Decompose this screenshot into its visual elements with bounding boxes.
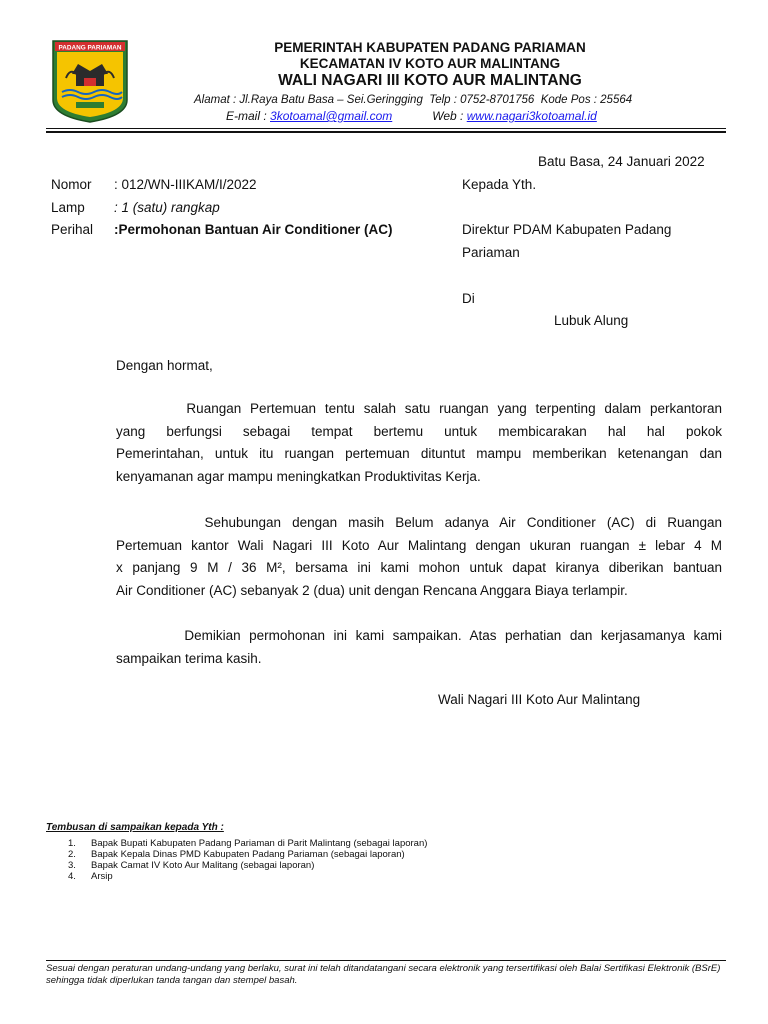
header-district: KECAMATAN IV KOTO AUR MALINTANG xyxy=(299,56,561,71)
paragraph-1-line: kenyamanan agar mampu meningkatkan Produktivitas Kerja. xyxy=(116,468,481,484)
header-office: WALI NAGARI III KOTO AUR MALINTANG xyxy=(278,72,582,89)
recipient-line-2: Pariaman xyxy=(462,245,520,260)
paragraph-3 xyxy=(116,625,722,670)
greeting: Dengan hormat, xyxy=(116,358,213,373)
paragraph-1-line: Ruangan Pertemuan tentu salah satu ruangan yang terpenting dalam perkantoran xyxy=(116,401,722,416)
paragraph-2-line: Pertemuan kantor Wali Nagari III Koto Aur Malintang dengan ukuran ruangan ± lebar 4 M xyxy=(116,537,722,553)
recipient-line-1: Direktur PDAM Kabupaten Padang xyxy=(462,222,672,237)
web-link[interactable]: www.nagari3kotoamal.id xyxy=(466,109,597,123)
header-government: PEMERINTAH KABUPATEN PADANG PARIAMAN xyxy=(274,40,586,55)
cc-item-text: Arsip xyxy=(91,871,113,882)
header-divider-top xyxy=(46,128,726,129)
paragraph-2-line: x panjang 9 M / 36 M², bersama ini kami mohon untuk dapat kiranya diberikan bantuan xyxy=(116,560,722,576)
paragraph-2 xyxy=(116,512,722,602)
cc-title: Tembusan di sampaikan kepada Yth : xyxy=(46,822,224,833)
list-item xyxy=(68,860,427,871)
paragraph-1 xyxy=(116,398,722,488)
paragraph-3-line: sampaikan terima kasih. xyxy=(116,650,262,666)
place-date: Batu Basa, 24 Januari 2022 xyxy=(538,154,705,169)
list-item xyxy=(68,849,427,860)
list-item xyxy=(68,838,427,849)
email-link[interactable]: 3kotoamal@gmail.com xyxy=(270,109,393,123)
signature-title: Wali Nagari III Koto Aur Malintang xyxy=(438,692,641,707)
recipient-location: Lubuk Alung xyxy=(554,313,629,328)
header-divider-bottom xyxy=(46,131,726,133)
nomor-label: Nomor xyxy=(51,177,92,192)
header-contact xyxy=(226,109,597,123)
cc-item-number: 3. xyxy=(68,860,76,871)
lamp-label: Lamp xyxy=(51,200,85,215)
cc-item-number: 2. xyxy=(68,849,76,860)
electronic-signature-note: Sesuai dengan peraturan undang-undang yang berlaku, surat ini telah ditandatangani secara elektronik yang tersertifikasi oleh Balai Sertifikasi Elektronik (BSrE) sehingga tidak diperlukan tanda tangan dan stempel basah. xyxy=(46,963,721,986)
paragraph-1-line: Pemerintahan, untuk itu ruangan pertemuan dituntut mampu memberikan ketenangan dan xyxy=(116,446,722,462)
list-item xyxy=(68,871,427,882)
kepada: Kepada Yth. xyxy=(462,177,537,192)
paragraph-3-line: Demikian permohonan ini kami sampaikan. Atas perhatian dan kerjasamanya kami xyxy=(116,628,722,643)
perihal-value: :Permohonan Bantuan Air Conditioner (AC) xyxy=(114,222,393,237)
cc-item-text: Bapak Kepala Dinas PMD Kabupaten Padang Pariaman (sebagai laporan) xyxy=(91,849,405,860)
lamp-value: : 1 (satu) rangkap xyxy=(114,200,220,215)
cc-item-text: Bapak Bupati Kabupaten Padang Pariaman di Parit Malintang (sebagai laporan) xyxy=(91,838,428,849)
svg-text:PADANG PARIAMAN: PADANG PARIAMAN xyxy=(58,44,122,52)
paragraph-2-line: Sehubungan dengan masih Belum adanya Air Conditioner (AC) di Ruangan xyxy=(116,515,722,530)
email-label: E-mail : xyxy=(226,109,271,123)
web-label: Web : xyxy=(432,109,467,123)
padang-pariaman-logo-icon xyxy=(50,38,130,124)
paragraph-2-line: Air Conditioner (AC) sebanyak 2 (dua) unit dengan Rencana Anggara Biaya terlampir. xyxy=(116,582,628,598)
di: Di xyxy=(462,291,475,306)
nomor-value: : 012/WN-IIIKAM/I/2022 xyxy=(114,177,257,192)
header-address: Alamat : Jl.Raya Batu Basa – Sei.Geringging Telp : 0752-8701756 Kode Pos : 25564 xyxy=(194,94,633,106)
cc-item-text: Bapak Camat IV Koto Aur Malitang (sebagai laporan) xyxy=(91,860,315,871)
paragraph-1-line: yang berfungsi sebagai tempat bertemu untuk membicarakan hal hal pokok xyxy=(116,423,722,439)
perihal-label: Perihal xyxy=(51,222,94,237)
cc-item-number: 1. xyxy=(68,838,76,849)
cc-list xyxy=(68,838,427,882)
cc-item-number: 4. xyxy=(68,871,76,882)
footer-divider xyxy=(46,960,726,961)
